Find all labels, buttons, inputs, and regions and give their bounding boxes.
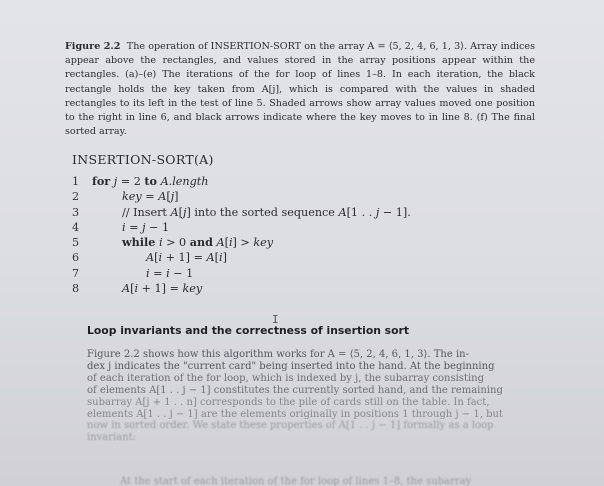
body-line: Figure 2.2 shows how this algorithm works for A = ⟨5, 2, 4, 6, 1, 3⟩. The in- xyxy=(87,349,469,360)
code-line xyxy=(72,189,472,204)
body-line: invariant: xyxy=(87,432,137,444)
body-line: of elements A[1 . . j − 1] constitutes the currently sorted hand, and the remaining xyxy=(87,384,503,396)
code-line xyxy=(72,250,472,265)
pseudocode-block xyxy=(72,174,472,296)
code-line xyxy=(72,266,472,281)
code-line xyxy=(72,220,472,235)
section-body xyxy=(87,349,523,444)
line-number: 7 xyxy=(72,266,80,280)
body-line: dex j indicates the "current card" being inserted into the hand. At the beginning xyxy=(87,360,495,372)
cut-off-line: At the start of each iteration of the for loop of lines 1–8, the subarray xyxy=(120,476,472,486)
code-line xyxy=(72,281,472,296)
line-number: 1 xyxy=(72,175,80,188)
text-cursor-icon: I xyxy=(272,313,279,326)
body-line: subarray A[j + 1 . . n] corresponds to the pile of cards still on the table. In fact, xyxy=(87,396,490,408)
code-text: // Insert A[j] into the sorted sequence A[1 . . j − 1]. xyxy=(122,205,411,219)
code-line xyxy=(72,235,472,250)
body-line: now in sorted order. We state these properties of A[1 . . j − 1] formally as a loop xyxy=(87,420,494,432)
section-heading: Loop invariants and the correctness of insertion sort xyxy=(87,324,410,337)
code-text: i = j − 1 xyxy=(122,220,170,234)
line-number: 6 xyxy=(72,251,80,265)
line-number: 5 xyxy=(72,236,80,250)
code-text: A[i + 1] = A[i] xyxy=(146,251,227,265)
code-text: while i > 0 and A[i] > key xyxy=(122,235,274,250)
code-text: for j = 2 to A.length xyxy=(92,174,209,188)
line-number: 8 xyxy=(72,282,80,296)
figure-caption-text: The operation of INSERTION-SORT on the array A = ⟨5, 2, 4, 6, 1, 3⟩. Array indices appear above the rectangles, and values stored in the array positions appear within the rectangles. (a)–(e) The iterations of the for loop of lines 1–8. In each iteration, the black rectangle holds the key taken from A[j], which is compared with the values in shaded rectangles to its left in the test of line 5. Shaded arrows show array values moved one position to the right in line 6, and black arrows indicate where the key moves to in line 8. (f) The final sorted array. xyxy=(65,41,535,138)
line-number: 3 xyxy=(72,205,80,219)
code-line xyxy=(72,174,472,189)
code-text: key = A[j] xyxy=(122,190,179,204)
code-text: i = i − 1 xyxy=(146,266,194,280)
body-line: of each iteration of the for loop, which is indexed by j, the subarray consisting xyxy=(87,372,485,384)
line-number: 2 xyxy=(72,190,80,204)
algorithm-title: INSERTION-SORT(A) xyxy=(72,152,214,167)
code-line xyxy=(72,205,472,220)
code-text: A[i + 1] = key xyxy=(122,282,203,296)
body-line: elements A[1 . . j − 1] are the elements originally in positions 1 through j − 1, but xyxy=(87,408,503,420)
figure-caption xyxy=(65,40,535,139)
line-number: 4 xyxy=(72,220,80,234)
figure-label: Figure 2.2 xyxy=(65,41,121,52)
